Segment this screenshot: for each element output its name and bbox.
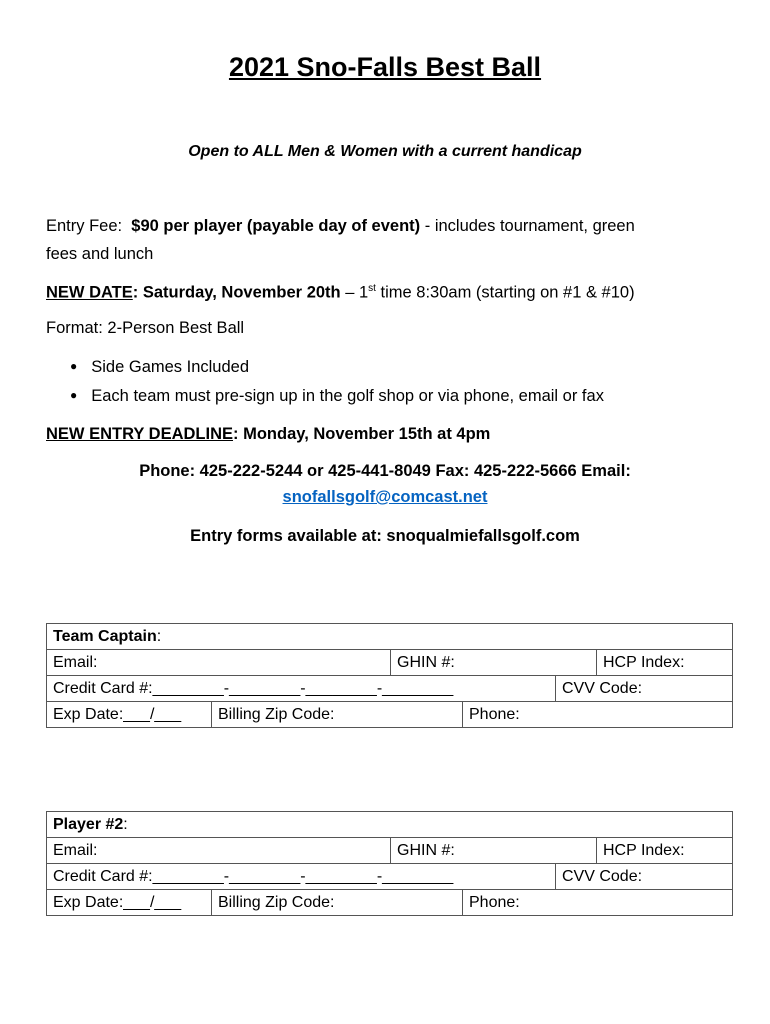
heading-text: Player #2 [53,816,124,833]
deadline-line [46,425,490,444]
form-heading [47,812,732,837]
new-date-sup: st [368,283,376,294]
player-2-form [46,811,733,916]
form-heading [47,624,732,649]
bullet-icon: ● [70,359,78,373]
entry-fee-amount: $90 per player (payable day of event) [131,217,421,235]
format-line: Format: 2-Person Best Ball [46,319,245,337]
bullet-item [70,387,604,406]
entry-fee-line2: fees and lunch [46,245,154,263]
hcp-index-field[interactable]: HCP Index: [596,838,732,863]
cvv-field[interactable]: CVV Code: [555,864,732,889]
credit-card-field[interactable]: Credit Card #:________-________-________-________ [53,680,454,697]
deadline-label: NEW ENTRY DEADLINE [46,425,234,443]
new-date-value: : Saturday, November 20th [132,283,341,302]
billing-zip-field[interactable]: Billing Zip Code: [211,702,462,727]
heading-text: Team Captain [53,628,157,645]
new-date-label: NEW DATE [46,283,133,302]
entry-forms-line: Entry forms available at: snoqualmiefallsgolf.com [190,527,580,545]
bullet-item [70,358,249,377]
heading-colon: : [123,816,128,833]
new-date-rest: time 8:30am (starting on #1 & #10) [375,283,635,302]
phone-field[interactable]: Phone: [462,890,732,915]
new-date-dash: – 1 [340,283,369,302]
exp-date-field[interactable]: Exp Date:___/___ [53,706,182,723]
entry-fee-label: Entry Fee: [46,217,132,235]
heading-colon: : [156,628,162,645]
cvv-field[interactable]: CVV Code: [555,676,732,701]
phone-field[interactable]: Phone: [462,702,732,727]
credit-card-field[interactable]: Credit Card #:________-________-________-________ [53,868,454,885]
ghin-field[interactable]: GHIN #: [390,650,596,675]
email-field[interactable]: Email: [53,654,98,671]
deadline-value: : Monday, November 15th at 4pm [233,425,491,443]
entry-fee-line1 [46,217,635,236]
email-field[interactable]: Email: [53,842,98,859]
contact-line: Phone: 425-222-5244 or 425-441-8049 Fax: 425-222-5666 Email: [139,462,631,480]
bullet-icon: ● [70,388,78,402]
ghin-field[interactable]: GHIN #: [390,838,596,863]
bullet-text: Each team must pre-sign up in the golf shop or via phone, email or fax [91,387,604,405]
hcp-index-field[interactable]: HCP Index: [596,650,732,675]
new-date-line [46,283,635,303]
entry-fee-rest: - includes tournament, green [420,217,635,235]
email-link[interactable]: snofallsgolf@comcast.net [282,488,488,506]
subtitle: Open to ALL Men & Women with a current handicap [188,143,582,160]
bullet-text: Side Games Included [91,358,250,376]
team-captain-form [46,623,733,728]
page-title: 2021 Sno-Falls Best Ball [228,52,542,82]
exp-date-field[interactable]: Exp Date:___/___ [53,894,182,911]
billing-zip-field[interactable]: Billing Zip Code: [211,890,462,915]
